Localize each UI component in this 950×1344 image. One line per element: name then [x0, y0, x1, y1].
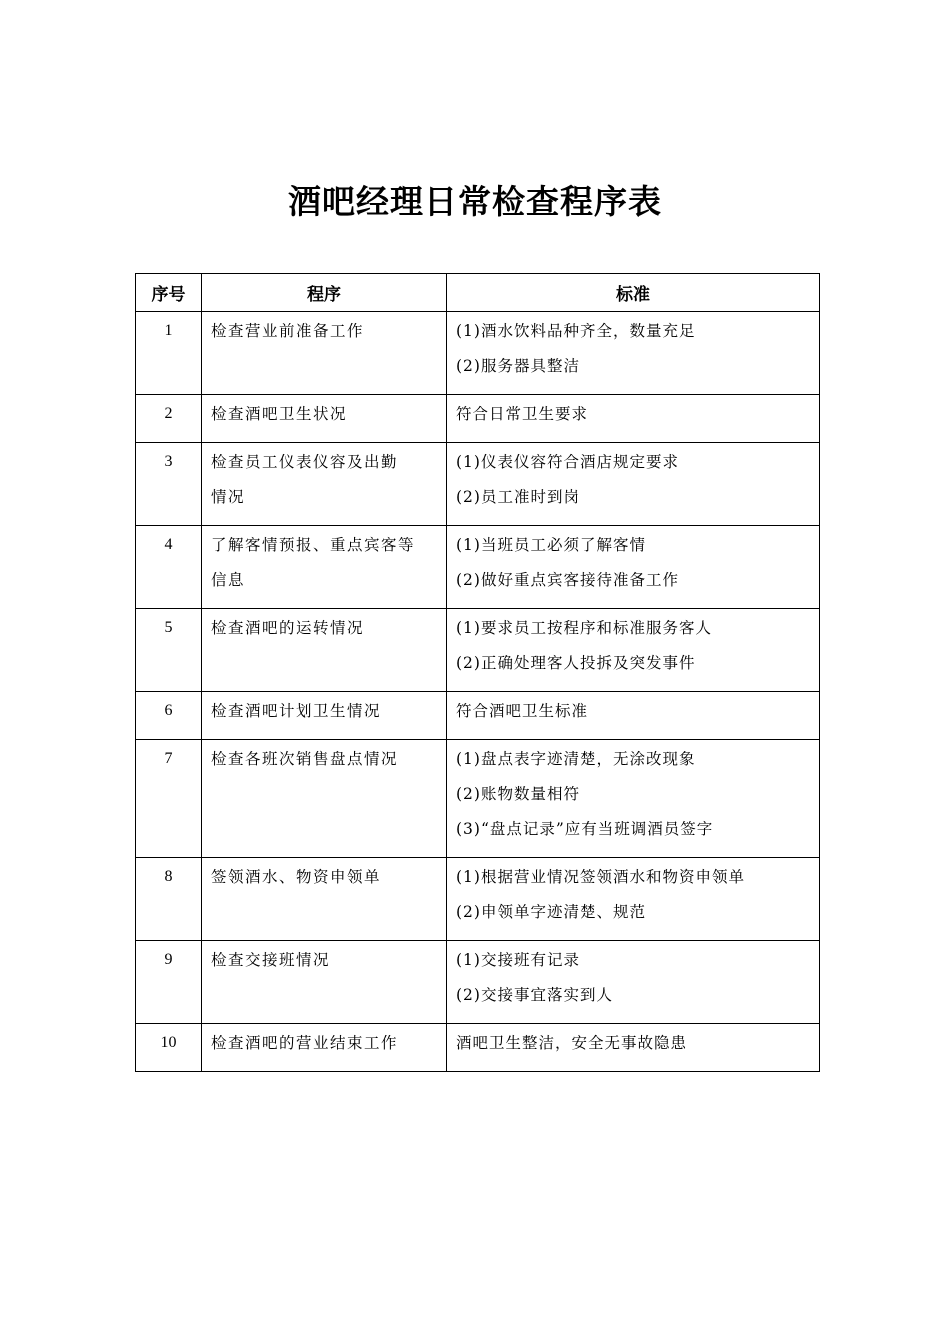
- standard-text: (2)申领单字迹清楚、规范: [456, 903, 646, 921]
- inspection-table: [135, 273, 820, 1072]
- procedure-text: 检查交接班情况: [211, 951, 331, 969]
- standard-cell: [447, 443, 820, 526]
- procedure-text: 检查各班次销售盘点情况: [211, 750, 399, 768]
- standard-cell: [447, 312, 820, 395]
- table-row: [136, 858, 820, 941]
- header-standard: 标准: [447, 274, 820, 312]
- procedure-text: 检查酒吧卫生状况: [211, 405, 348, 423]
- table-row: [136, 609, 820, 692]
- procedure-cell: [202, 941, 447, 1024]
- page-title: 酒吧经理日常检查程序表: [288, 182, 662, 221]
- procedure-text: 检查营业前准备工作: [211, 322, 365, 340]
- procedure-text: 检查酒吧的营业结束工作: [211, 1034, 399, 1052]
- standard-text: 符合酒吧卫生标准: [456, 702, 589, 720]
- table-row: [136, 395, 820, 443]
- standard-text: (1)根据营业情况签领酒水和物资申领单: [456, 868, 745, 886]
- procedure-text: 检查员工仪表仪容及出勤: [211, 453, 399, 471]
- standard-text: (2)服务器具整洁: [456, 357, 580, 375]
- procedure-cell: [202, 858, 447, 941]
- header-row: [136, 274, 820, 312]
- procedure-text: 检查酒吧的运转情况: [211, 619, 365, 637]
- procedure-text: 信息: [211, 571, 246, 589]
- table-row: [136, 526, 820, 609]
- table-header: [136, 274, 820, 312]
- procedure-cell: [202, 609, 447, 692]
- standard-text: (3)“盘点记录”应有当班调酒员签字: [456, 820, 714, 838]
- row-number: 2: [136, 395, 202, 443]
- row-number: 6: [136, 692, 202, 740]
- table-row: [136, 443, 820, 526]
- table-row: [136, 941, 820, 1024]
- procedure-cell: [202, 312, 447, 395]
- row-number: 5: [136, 609, 202, 692]
- procedure-cell: [202, 395, 447, 443]
- standard-text: (2)做好重点宾客接待准备工作: [456, 571, 679, 589]
- row-number: 10: [136, 1024, 202, 1072]
- standard-text: (1)盘点表字迹清楚，无涂改现象: [456, 750, 696, 768]
- standard-cell: [447, 1024, 820, 1072]
- standard-cell: [447, 609, 820, 692]
- procedure-text: 情况: [211, 488, 246, 506]
- standard-text: (1)酒水饮料品种齐全，数量充足: [456, 322, 696, 340]
- standard-text: (2)员工准时到岗: [456, 488, 580, 506]
- row-number: 4: [136, 526, 202, 609]
- header-procedure: 程序: [202, 274, 447, 312]
- standard-text: (1)当班员工必须了解客情: [456, 536, 646, 554]
- row-number: 1: [136, 312, 202, 395]
- standard-text: (1)要求员工按程序和标准服务客人: [456, 619, 712, 637]
- standard-cell: [447, 526, 820, 609]
- standard-text: (2)正确处理客人投拆及突发事件: [456, 654, 696, 672]
- procedure-cell: [202, 443, 447, 526]
- standard-cell: [447, 692, 820, 740]
- row-number: 3: [136, 443, 202, 526]
- standard-cell: [447, 858, 820, 941]
- row-number: 8: [136, 858, 202, 941]
- procedure-cell: [202, 1024, 447, 1072]
- header-no: 序号: [136, 274, 202, 312]
- standard-text: 符合日常卫生要求: [456, 405, 589, 423]
- standard-text: (1)仪表仪容符合酒店规定要求: [456, 453, 679, 471]
- standard-cell: [447, 941, 820, 1024]
- procedure-cell: [202, 692, 447, 740]
- standard-cell: [447, 395, 820, 443]
- procedure-cell: [202, 740, 447, 858]
- table-row: [136, 1024, 820, 1072]
- table-row: [136, 692, 820, 740]
- table-body: [136, 312, 820, 1072]
- standard-text: (1)交接班有记录: [456, 951, 580, 969]
- procedure-text: 检查酒吧计划卫生情况: [211, 702, 382, 720]
- procedure-text: 了解客情预报、重点宾客等: [211, 536, 416, 554]
- table-row: [136, 740, 820, 858]
- procedure-text: 签领酒水、物资申领单: [211, 868, 382, 886]
- standard-text: (2)账物数量相符: [456, 785, 580, 803]
- procedure-cell: [202, 526, 447, 609]
- table-row: [136, 312, 820, 395]
- row-number: 7: [136, 740, 202, 858]
- row-number: 9: [136, 941, 202, 1024]
- standard-cell: [447, 740, 820, 858]
- standard-text: 酒吧卫生整洁，安全无事故隐患: [456, 1034, 688, 1052]
- standard-text: (2)交接事宜落实到人: [456, 986, 613, 1004]
